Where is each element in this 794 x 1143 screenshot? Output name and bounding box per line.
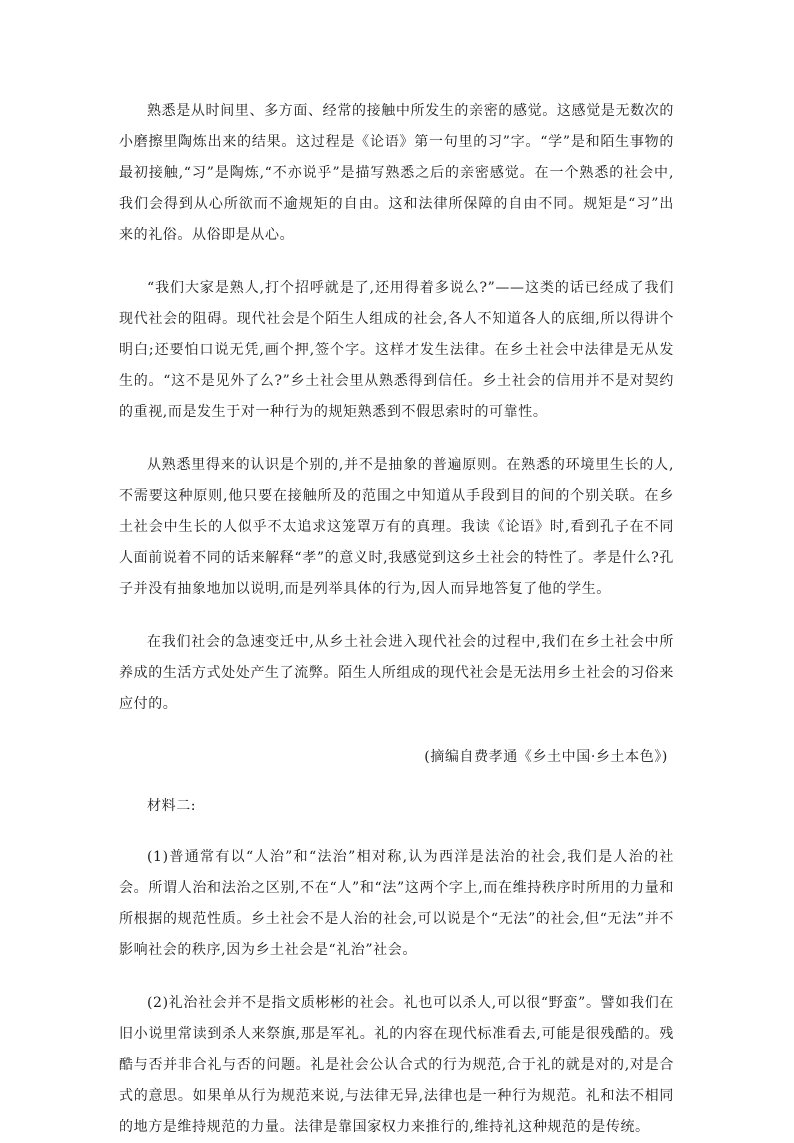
paragraph-individual-knowledge: 从熟悉里得来的认识是个别的,并不是抽象的普遍原则。在熟悉的环境里生长的人,不需要这种原则,他只要在接触所及的范围之中知道从手段到目的间的个别关联。在乡土社会中生长的人似乎不太追求这笼罩万有的真理。我读《论语》时,看到孔子在不同人面前说着不同的话来解释“孝”的意义时,我感觉到这乡土社会的特性了。孝是什么?孔子并没有抽象地加以说明,而是列举具体的行为,因人而异地答复了他的学生。 bbox=[119, 457, 674, 597]
material-paragraph-rule-of-man: (1)普通常有以“人治”和“法治”相对称,认为西洋是法治的社会,我们是人治的社会。所谓人治和法治之区别,不在“人”和“法”这两个字上,而在维持秩序时所用的力量和所根据的规范性质。乡土社会不是人治的社会,可以说是个“无法”的社会,但“无法”并不影响社会的秩序,因为乡土社会是“礼治”社会。 bbox=[119, 849, 674, 958]
paragraph-familiarity: 熟悉是从时间里、多方面、经常的接触中所发生的亲密的感觉。这感觉是无数次的小磨擦里陶炼出来的结果。这过程是《论语》第一句里的习”字。“学”是和陌生事物的最初接触,“习”是陶炼,“不亦说乎”是描写熟悉之后的亲密感觉。在一个熟悉的社会中,我们会得到从心所欲而不逾规矩的自由。这和法律所保障的自由不同。规矩是“习”出来的礼俗。从俗即是从心。 bbox=[119, 103, 674, 243]
material-two-heading: 材料二: bbox=[147, 798, 197, 814]
paragraph-acquaintances: “我们大家是熟人,打个招呼就是了,还用得着多说么?”——这类的话已经成了我们现代社会的阻碍。现代社会是个陌生人组成的社会,各人不知道各人的底细,所以得讲个明白;还要怕口说无凭,画个押,签个字。这样才发生法律。在乡土社会中法律是无从发生的。“这不是见外了么?”乡土社会里从熟悉得到信任。乡土社会的信用并不是对契约的重视,而是发生于对一种行为的规矩熟悉到不假思索时的可靠性。 bbox=[119, 280, 674, 420]
source-citation: (摘编自费孝通《乡土中国·乡土本色》) bbox=[424, 749, 668, 765]
material-paragraph-rule-of-rites: (2)礼治社会并不是指文质彬彬的社会。礼也可以杀人,可以很“野蛮”。譬如我们在旧小说里常读到杀人来祭旗,那是军礼。礼的内容在现代标准看去,可能是很残酷的。残酷与否并非合礼与否的问题。礼是社会公认合式的行为规范,合于礼的就是对的,对是合式的意思。如果单从行为规范来说,与法律无异,法律也是一种行为规范。礼和法不相同的地方是维持规范的力量。法律是靠国家权力来推行的,维持礼这种规范的是传统。 bbox=[119, 995, 674, 1135]
paragraph-social-change: 在我们社会的急速变迁中,从乡土社会进入现代社会的过程中,我们在乡土社会中所养成的生活方式处处产生了流弊。陌生人所组成的现代社会是无法用乡土社会的习俗来应付的。 bbox=[119, 634, 674, 712]
